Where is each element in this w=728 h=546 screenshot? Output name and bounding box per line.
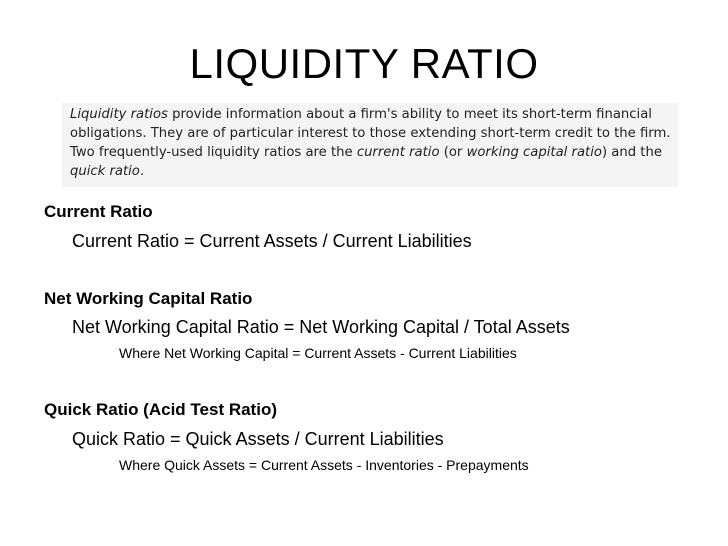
- term-liquidity-ratios: Liquidity ratios: [70, 107, 168, 122]
- section-heading-quick-ratio: Quick Ratio (Acid Test Ratio): [44, 400, 277, 419]
- intro-definition-box: [62, 103, 678, 187]
- term-quick-ratio: quick ratio: [70, 164, 140, 179]
- note-net-working-capital: Where Net Working Capital = Current Assets - Current Liabilities: [119, 345, 517, 361]
- formula-current-ratio: Current Ratio = Current Assets / Current Liabilities: [72, 231, 472, 251]
- section-heading-net-working-capital-ratio: Net Working Capital Ratio: [44, 289, 253, 308]
- intro-paragraph: Liquidity ratios provide information about a firm's ability to meet its short-term financial obligations. They are of particular interest to those extending short-term credit to the firm. Two frequently-used liquidity ratios are the current ratio (or working capital ratio) and the quick ratio.: [70, 107, 671, 179]
- slide-title: LIQUIDITY RATIO: [189, 40, 539, 87]
- term-current-ratio: current ratio: [356, 145, 440, 160]
- note-quick-assets: Where Quick Assets = Current Assets - Inventories - Prepayments: [119, 457, 529, 473]
- formula-quick-ratio: Quick Ratio = Quick Assets / Current Liabilities: [72, 429, 444, 449]
- section-heading-current-ratio: Current Ratio: [44, 202, 153, 221]
- formula-net-working-capital-ratio: Net Working Capital Ratio = Net Working Capital / Total Assets: [72, 317, 570, 337]
- term-working-capital-ratio: working capital ratio: [466, 145, 602, 160]
